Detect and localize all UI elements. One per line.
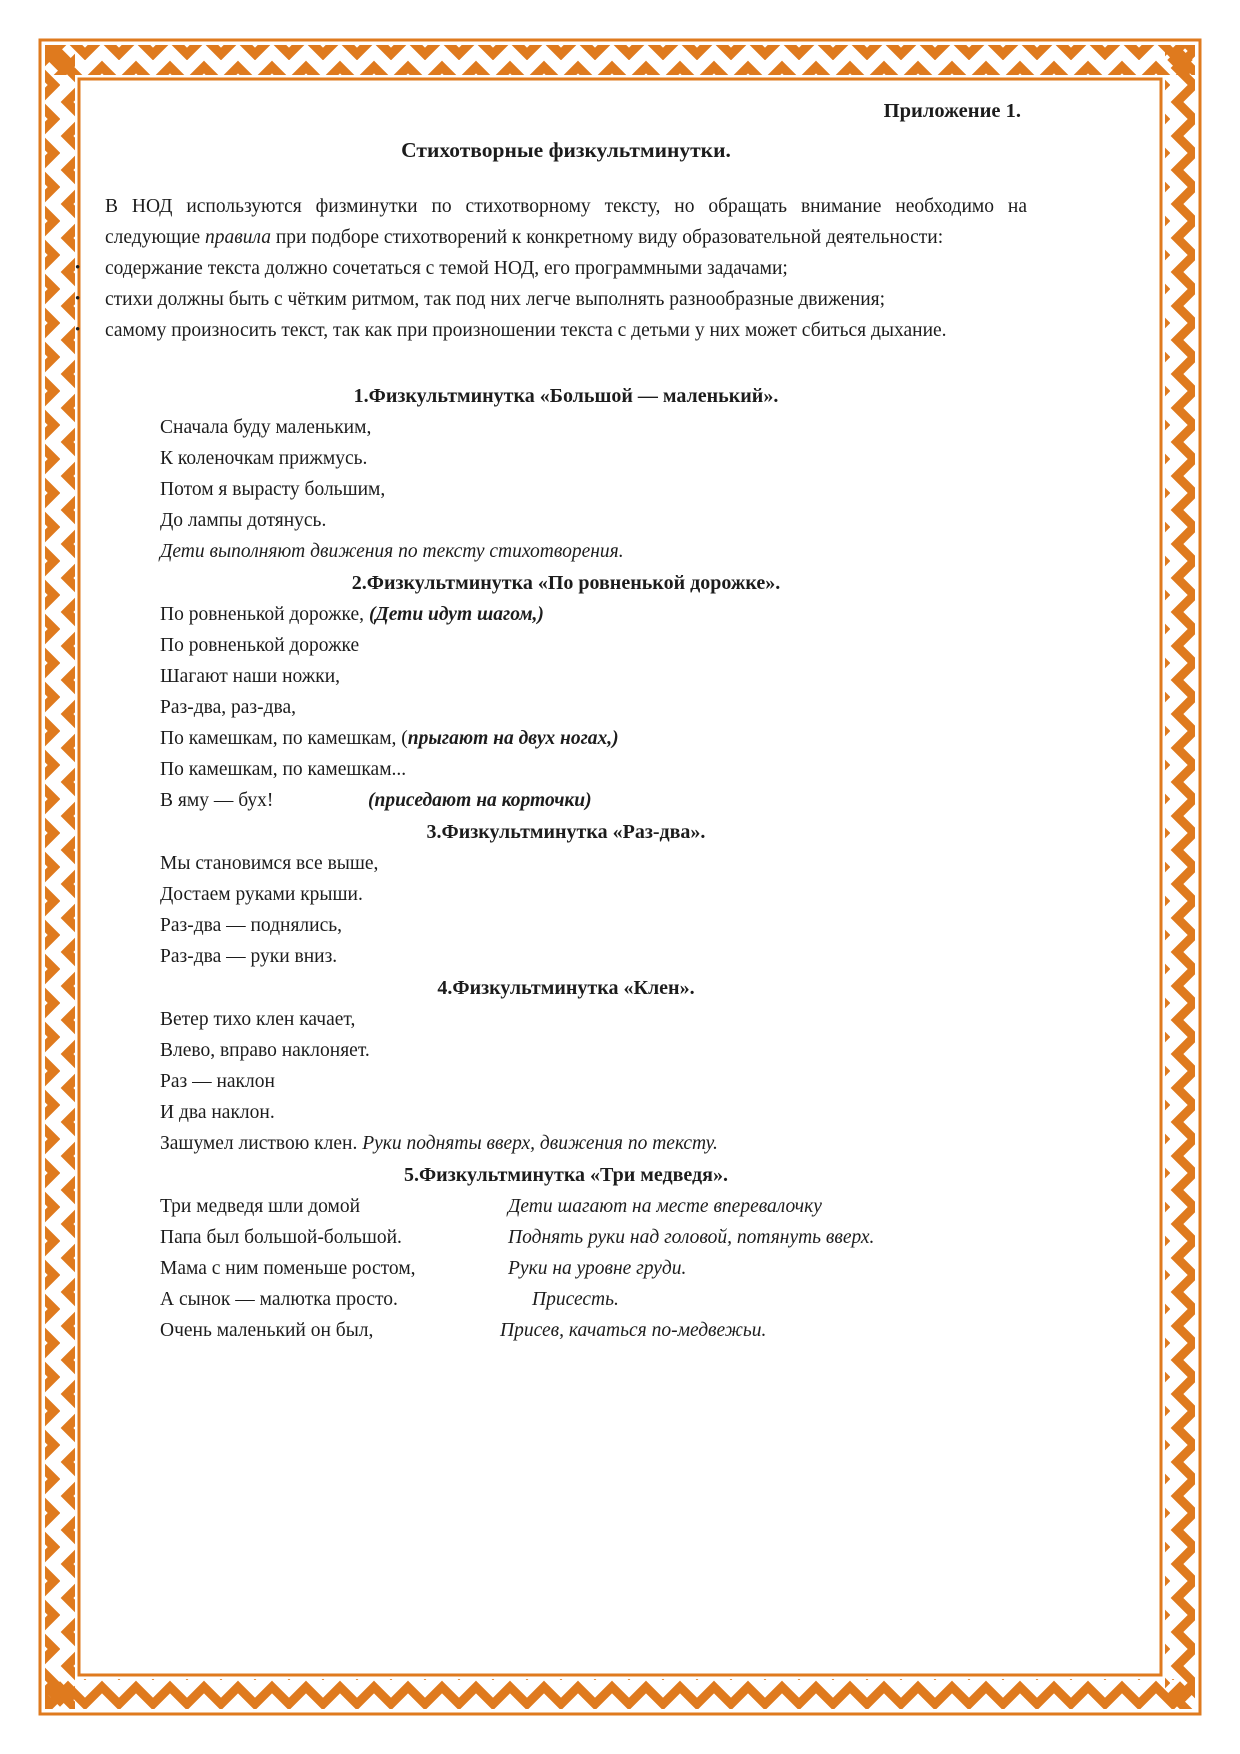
poem-text: Раз-два — поднялись, [160, 915, 343, 936]
poem-line [105, 941, 1027, 972]
intro-emphasis: правила [205, 227, 271, 248]
poem-text: К коленочкам прижмусь. [160, 448, 368, 469]
poem-line [105, 536, 1027, 567]
rules-list [105, 253, 1027, 346]
poem-text: Мы становимся все выше, [160, 853, 379, 874]
poem-line [105, 879, 1027, 910]
poem-line [105, 785, 1027, 816]
document-content [105, 96, 1027, 1346]
annex-label: Приложение 1. [883, 100, 1021, 122]
poem-line [105, 443, 1027, 474]
poem-text: Шагают наши ножки, [160, 666, 341, 687]
instruction-text: Руки на уровне груди. [508, 1258, 687, 1279]
intro-text-post: при подборе стихотворений к конкретному виду образовательной деятельности: [270, 227, 944, 248]
poem-text: Ветер тихо клен качает, [160, 1009, 356, 1030]
poem-text: Влево, вправо наклоняет. [160, 1040, 370, 1061]
section-heading: 3.Физкультминутка «Раз-два». [426, 821, 706, 843]
sections [105, 380, 1027, 1346]
intro-text-pre: В НОД используются физминутки по стихотворному тексту, но обращать внимание необходимо на следующие [105, 196, 1027, 248]
poem-line [105, 692, 1027, 723]
poem-text: До лампы дотянусь. [160, 510, 327, 531]
section-heading: 5.Физкультминутка «Три медведя». [404, 1164, 728, 1186]
poem-text: Раз — наклон [160, 1071, 275, 1092]
poem-text: Мама с ним поменьше ростом, [160, 1258, 416, 1279]
poem-text: И два наклон. [160, 1102, 275, 1123]
list-item: • самому произносить текст, так как при произношении текста с детьми у них может сбиться дыхание. [105, 315, 1027, 346]
poem-text: Сначала буду маленьким, [160, 417, 372, 438]
instruction-text: Присев, качаться по-медвежьи. [500, 1320, 767, 1341]
poem-line [105, 505, 1027, 536]
instruction-text: Дети выполняют движения по тексту стихотворения. [160, 541, 624, 562]
poem-line [105, 848, 1027, 879]
poem-line [105, 412, 1027, 443]
poem-line [105, 1191, 1027, 1222]
poem-line [105, 754, 1027, 785]
poem-line [105, 1315, 1027, 1346]
poem-line [105, 1128, 1027, 1159]
poem-text: По камешкам, по камешкам, ( [160, 728, 408, 749]
page-title: Стихотворные физкультминутки. [401, 138, 731, 162]
poem-line [105, 1097, 1027, 1128]
poem-line [105, 661, 1027, 692]
instruction-text: (приседают на корточки) [368, 790, 592, 811]
instruction-text: (Дети идут шагом,) [368, 604, 544, 625]
intro-paragraph [105, 191, 1027, 253]
poem-line [105, 1253, 1027, 1284]
poem-line [105, 910, 1027, 941]
poem-text: В яму — бух! [160, 790, 274, 811]
poem-text: Очень маленький он был, [160, 1320, 374, 1341]
poem-text: Зашумел листвою клен. [160, 1133, 363, 1154]
poem-text: Раз-два — руки вниз. [160, 946, 338, 967]
section-heading: 2.Физкультминутка «По ровненькой дорожке». [351, 572, 781, 594]
poem-text: Раз-два, раз-два, [160, 697, 296, 718]
poem-text: Достаем руками крыши. [160, 884, 363, 905]
poem-text: Три медведя шли домой [160, 1196, 361, 1217]
poem-line [105, 1004, 1027, 1035]
poem-line [105, 1222, 1027, 1253]
poem-text: Потом я вырасту большим, [160, 479, 386, 500]
instruction-text: Дети шагают на месте вперевалочку [508, 1196, 822, 1217]
instruction-text: прыгают на двух ногах,) [407, 728, 619, 749]
section-heading: 1.Физкультминутка «Большой — маленький». [353, 385, 779, 407]
poem-line [105, 1035, 1027, 1066]
poem-line [105, 1284, 1027, 1315]
poem-text: По камешкам, по камешкам... [160, 759, 407, 780]
poem-text: А сынок — малютка просто. [160, 1289, 398, 1310]
list-item: • содержание текста должно сочетаться с темой НОД, его программными задачами; [105, 253, 1027, 284]
poem-text: По ровненькой дорожке, [160, 604, 369, 625]
section-heading: 4.Физкультминутка «Клен». [437, 977, 695, 999]
instruction-text: Руки подняты вверх, движения по тексту. [362, 1133, 718, 1154]
poem-line [105, 630, 1027, 661]
instruction-text: Присесть. [532, 1289, 619, 1310]
poem-line [105, 1066, 1027, 1097]
poem-line [105, 599, 1027, 630]
poem-text: Папа был большой-большой. [160, 1227, 402, 1248]
poem-line [105, 723, 1027, 754]
poem-line [105, 474, 1027, 505]
list-item: • стихи должны быть с чётким ритмом, так под них легче выполнять разнообразные движения; [105, 284, 1027, 315]
instruction-text: Поднять руки над головой, потянуть вверх. [508, 1227, 875, 1248]
poem-text: По ровненькой дорожке [160, 635, 360, 656]
